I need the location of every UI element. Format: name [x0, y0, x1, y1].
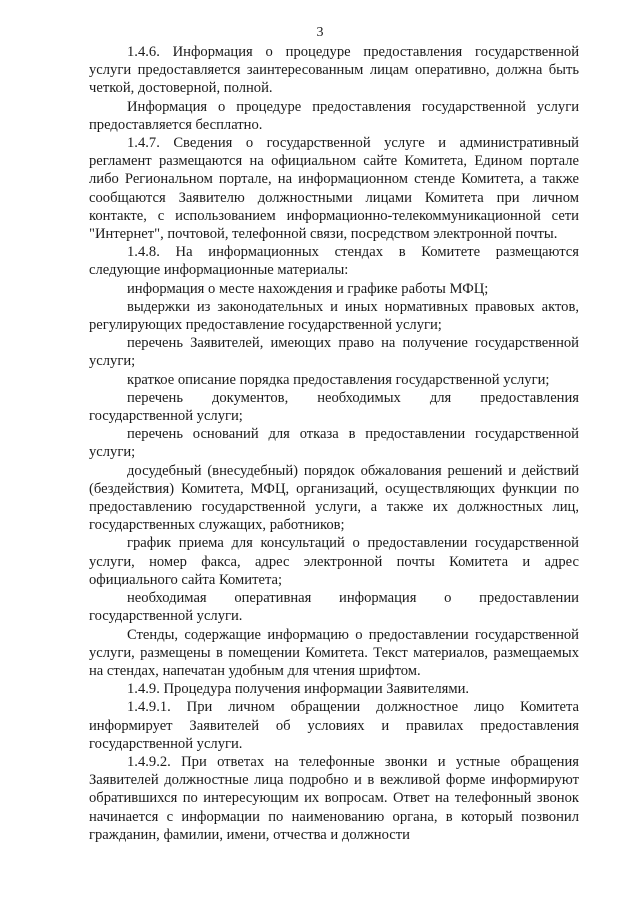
list-item-procedure-summary: краткое описание порядка предоставления государственной услуги;	[127, 371, 550, 388]
paragraph-1-4-8: 1.4.8. На информационных стендах в Комитете размещаются следующие информационные материалы:	[89, 244, 579, 279]
paragraph-1-4-9: 1.4.9. Процедура получения информации Заявителями.	[127, 681, 470, 698]
list-item-operational-info: необходимая оперативная информация о предоставлении государственной услуги.	[89, 590, 579, 625]
list-item-applicants-list: перечень Заявителей, имеющих право на получение государственной услуги;	[89, 335, 579, 370]
list-item-mfc-location: информация о месте нахождения и графике работы МФЦ;	[127, 280, 489, 297]
paragraph-1-4-6: 1.4.6. Информация о процедуре предоставления государственной услуги предоставляется заинтересованным лицам оперативно, должна быть четкой, достоверной, полной.	[89, 44, 579, 97]
paragraph-stands: Стенды, содержащие информацию о предоставлении государственной услуги, размещены в помещении Комитета. Текст материалов, размещаемых на стендах, напечатан удобным для чтения шрифтом.	[89, 626, 579, 679]
paragraph-1-4-9-1: 1.4.9.1. При личном обращении должностное лицо Комитета информирует Заявителей об условиях и правилах предоставления государственной услуги.	[89, 699, 579, 752]
list-item-appeal-procedure: досудебный (внесудебный) порядок обжалования решений и действий (бездействия) Комитета, МФЦ, организаций, осуществляющих функции по предоставлению государственной услуги, а также их должностных лиц, государственных служащих, работников;	[89, 462, 579, 534]
paragraph-1-4-9-2: 1.4.9.2. При ответах на телефонные звонки и устные обращения Заявителей должностные лица подробно и в вежливой форме информируют обратившихся по интересующим их вопросам. Ответ на телефонный звонок начинается с информации по наименованию органа, в который позвонил гражданин, фамилии, имени, отчества и должности	[89, 753, 579, 843]
page-number: 3	[316, 25, 324, 40]
list-item-consultation-schedule: график приема для консультаций о предоставлении государственной услуги, номер факса, адрес электронной почты Комитета и адрес официального сайта Комитета;	[89, 535, 579, 588]
paragraph-1-4-7: 1.4.7. Сведения о государственной услуге и административный регламент размещаются на официальном сайте Комитета, Едином портале либо Региональном портале, на информационном стенде Комитета, а также сообщаются Заявителю должностными лицами Комитета при личном контакте, с использованием информационно-телекоммуникационной сети "Интернет", почтовой, телефонной связи, посредством электронной почты.	[89, 135, 579, 243]
list-item-refusal-grounds: перечень оснований для отказа в предоставлении государственной услуги;	[89, 426, 579, 461]
list-item-documents-list: перечень документов, необходимых для предоставления государственной услуги;	[89, 389, 579, 425]
document-body	[89, 43, 579, 844]
paragraph-free-of-charge: Информация о процедуре предоставления государственной услуги предоставляется бесплатно.	[89, 98, 579, 133]
list-item-legal-extracts: выдержки из законодательных и иных нормативных правовых актов, регулирующих предоставление государственной услуги;	[89, 298, 579, 334]
